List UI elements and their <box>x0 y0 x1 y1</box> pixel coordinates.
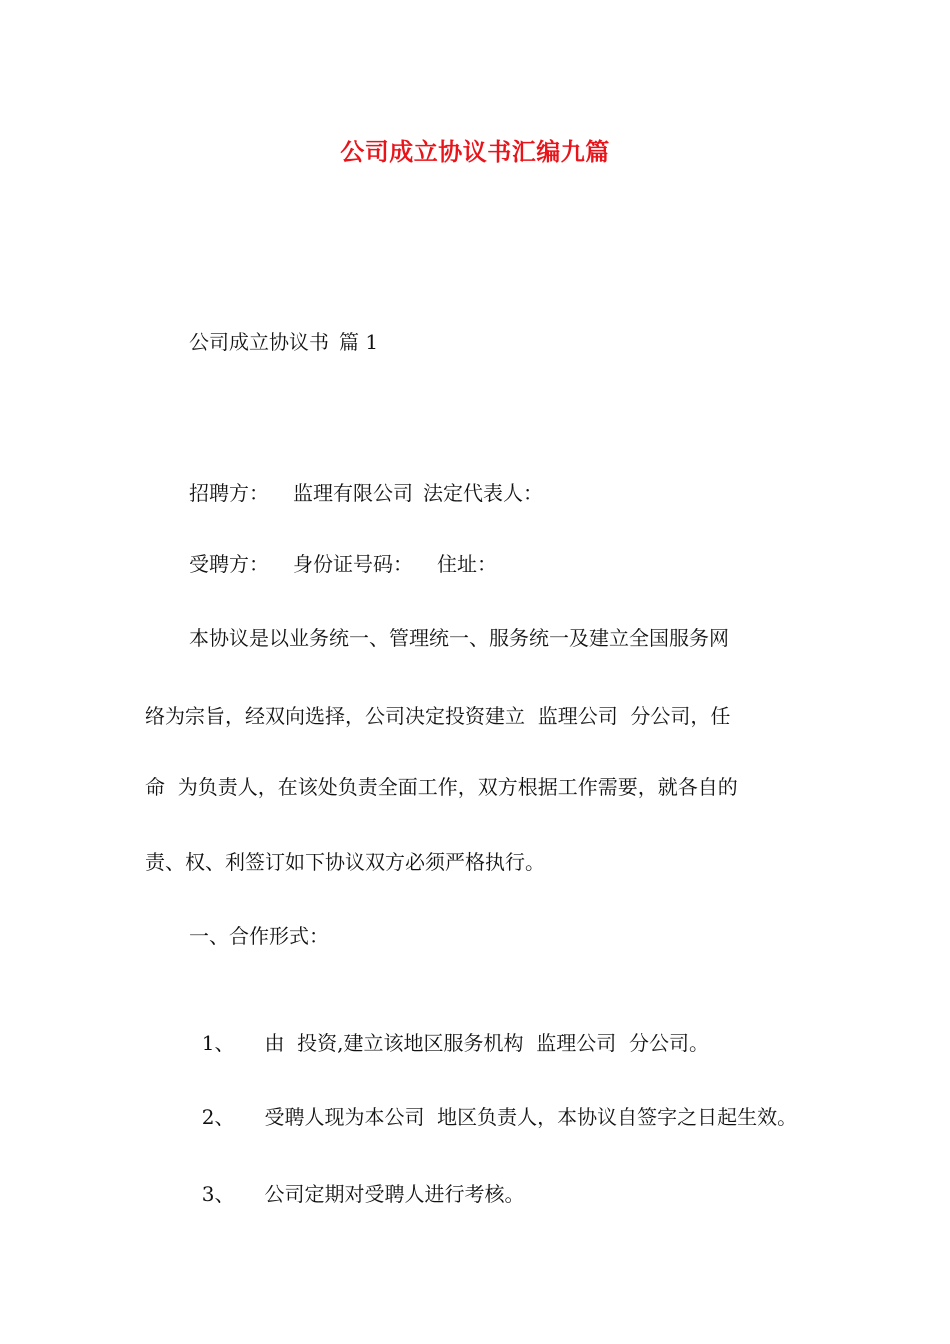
employer-line <box>189 478 543 508</box>
intro-line: 命 为负责人，在该处负责全面工作，双方根据工作需要，就各自的 <box>145 775 738 799</box>
employee-label: 受聘方： <box>189 552 269 576</box>
clause-item-text: 由 投资,建立该地区服务机构 监理公司 分公司。 <box>264 1031 709 1055</box>
intro-line: 络为宗旨，经双向选择，公司决定投资建立 监理公司 分公司，任 <box>145 704 731 728</box>
clause-item <box>189 1072 797 1132</box>
employer-company: 监理有限公司 <box>293 481 413 505</box>
legal-rep-label: 法定代表人： <box>423 481 543 505</box>
employer-label: 招聘方： <box>189 481 269 505</box>
intro-line: 责、权、利签订如下协议双方必须严格执行。 <box>145 850 545 874</box>
clause-item-number: 2、 <box>201 1105 235 1129</box>
clause-item-number: 3、 <box>201 1182 235 1206</box>
section-heading-text: 公司成立协议书 <box>189 330 329 354</box>
employee-line <box>189 549 497 579</box>
section-heading-suffix: 篇 1 <box>339 330 379 354</box>
clause-item-text: 受聘人现为本公司 地区负责人，本协议自签字之日起生效。 <box>264 1105 798 1129</box>
section-heading <box>189 327 378 357</box>
address-label: 住址： <box>437 552 497 576</box>
clause-heading: 一、合作形式： <box>189 924 329 948</box>
intro-line: 本协议是以业务统一、管理统一、服务统一及建立全国服务网 <box>189 626 729 650</box>
clause-item-text: 公司定期对受聘人进行考核。 <box>264 1182 525 1206</box>
clause-item-number: 1、 <box>201 1031 235 1055</box>
clause-item <box>189 998 709 1058</box>
id-number-label: 身份证号码： <box>293 552 413 576</box>
clause-item <box>189 1149 524 1209</box>
document-title: 公司成立协议书汇编九篇 <box>340 138 610 166</box>
